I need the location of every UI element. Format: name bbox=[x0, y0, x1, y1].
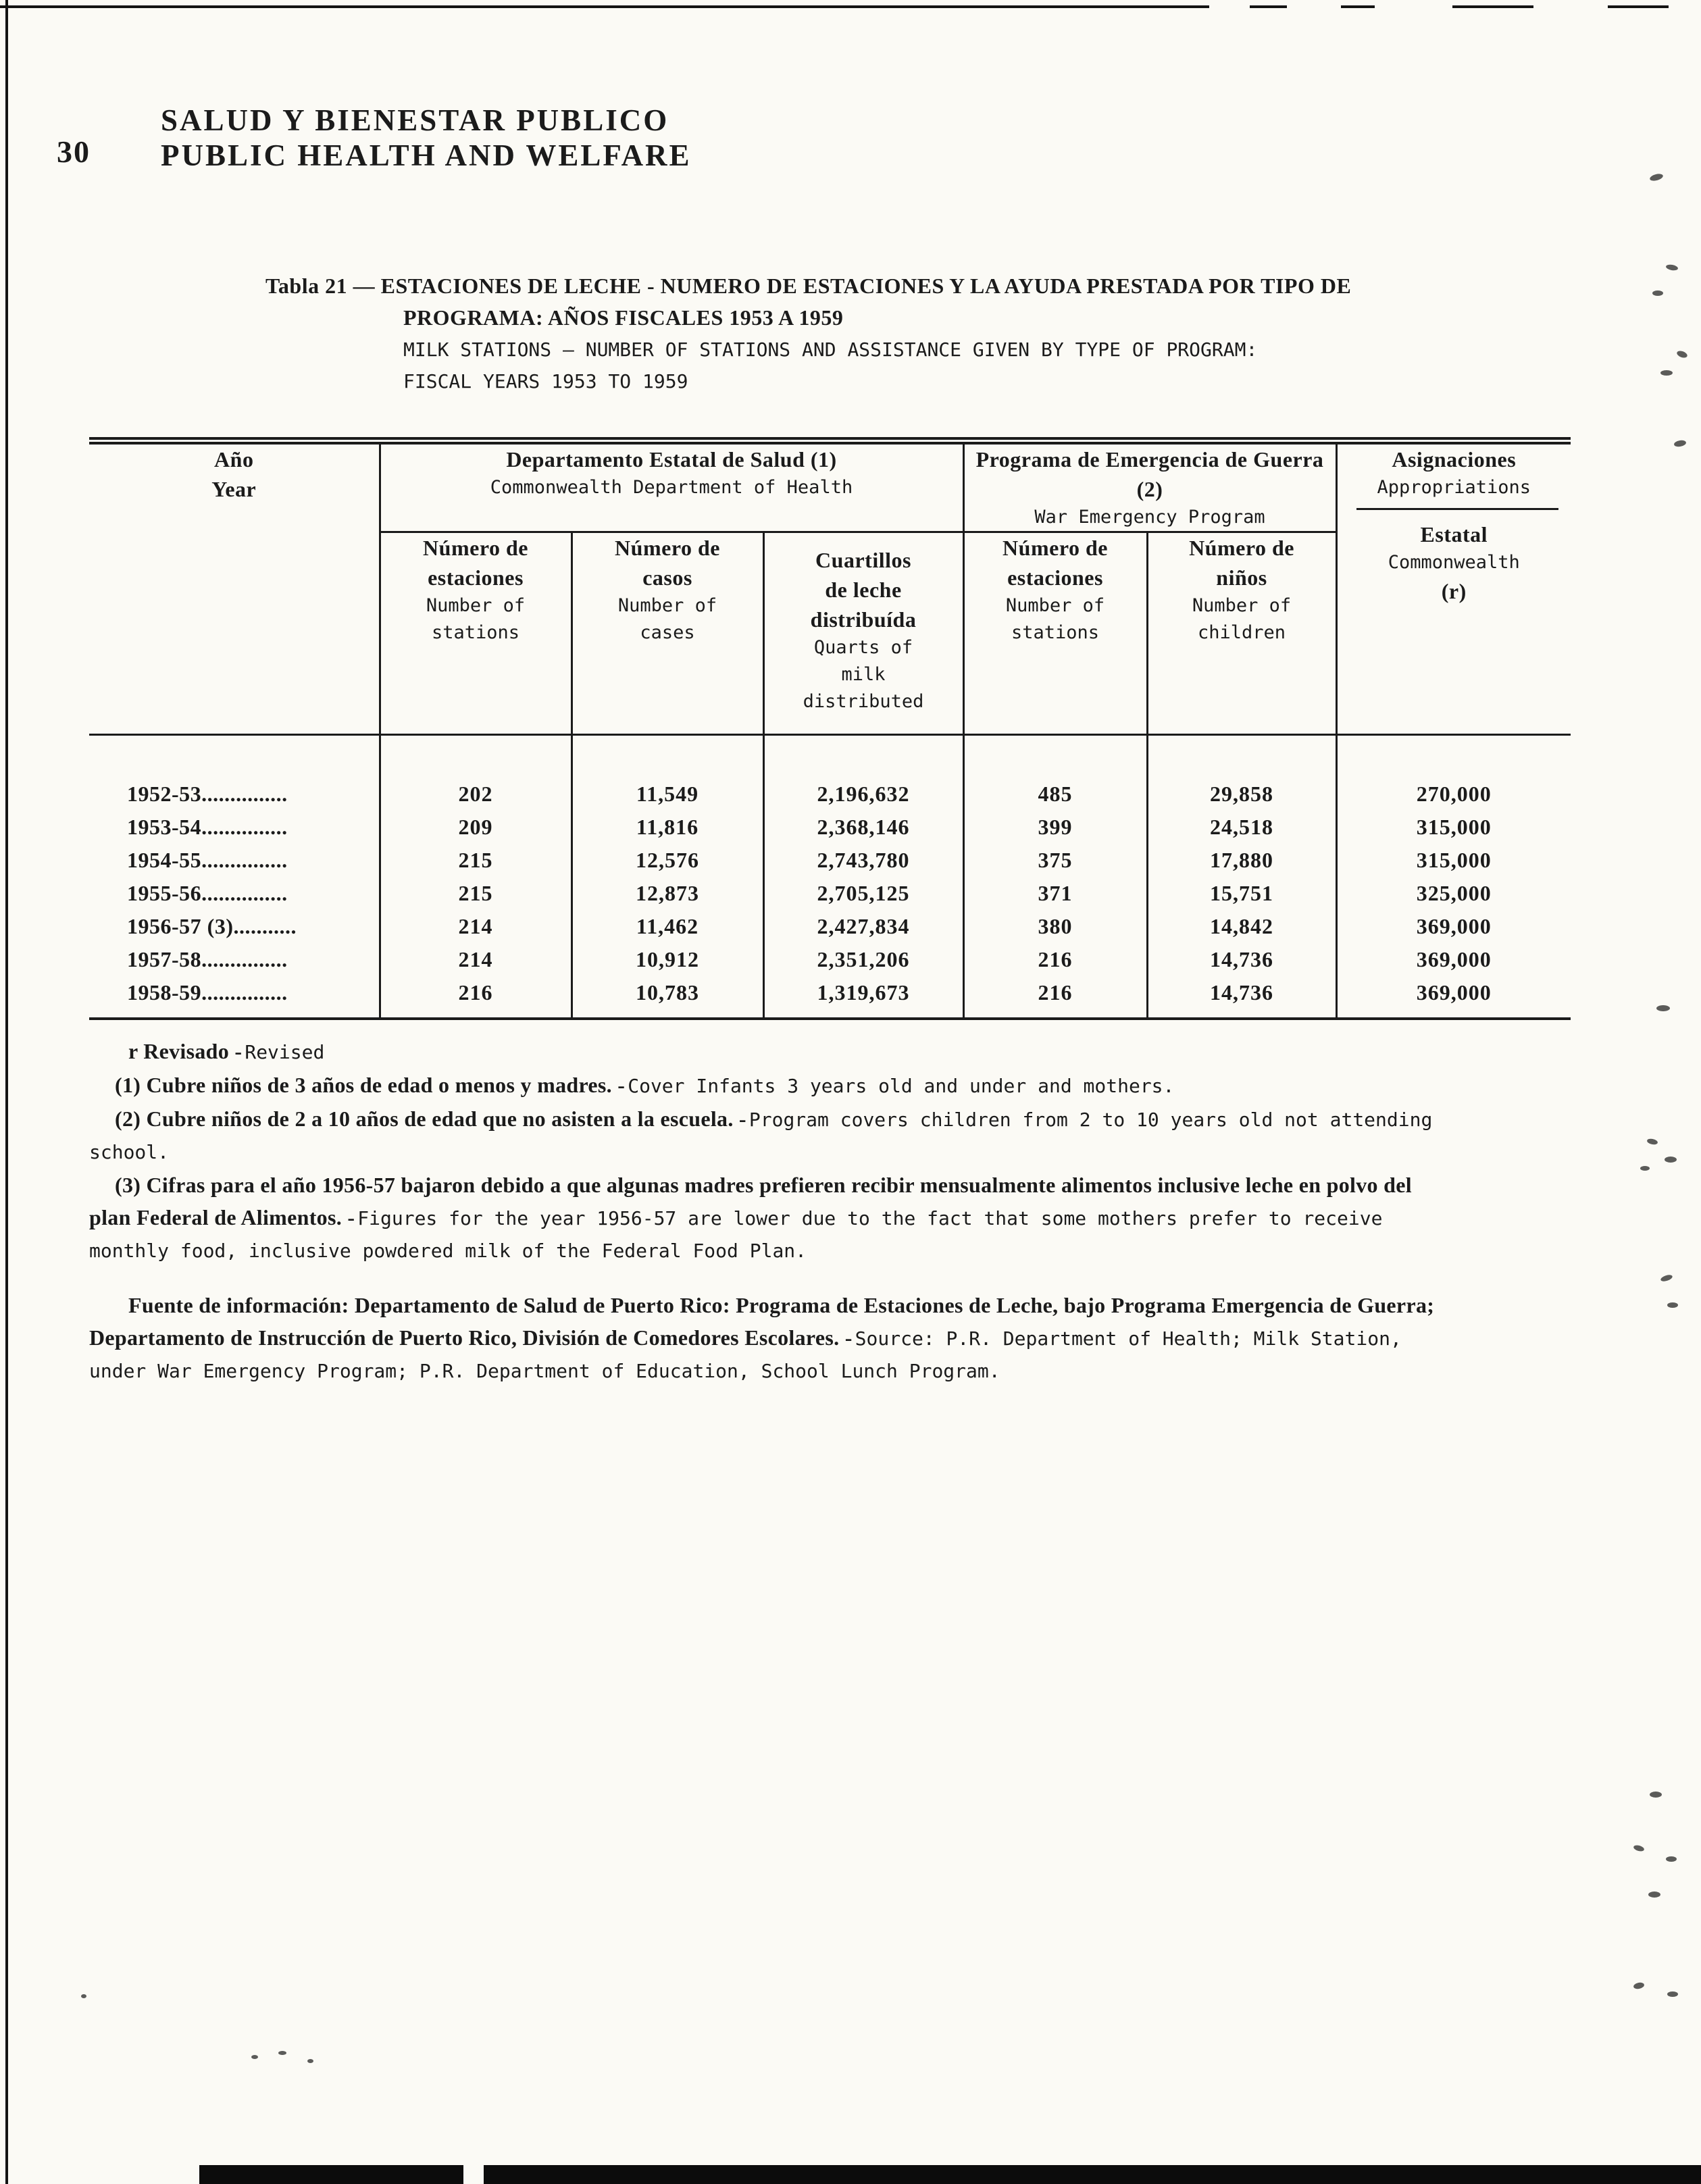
footnote-1 bbox=[89, 1069, 1435, 1102]
footnote-3-en: Figures for the year 1956-57 are lower due to the fact that some mothers prefer to receive monthly food, inclusive powdered milk of the Federal Food Plan. bbox=[89, 1207, 1383, 1262]
scan-artifact bbox=[1452, 5, 1533, 8]
col-header-quarts bbox=[763, 532, 963, 735]
value-cell: 12,576 bbox=[572, 844, 763, 877]
colhead-text: stations bbox=[1011, 622, 1100, 643]
col-header-stations-1 bbox=[380, 532, 572, 735]
table-row bbox=[89, 811, 1571, 844]
colhead-text: niños bbox=[1216, 565, 1267, 590]
masthead bbox=[161, 103, 692, 173]
table-title-en2: FISCAL YEARS 1953 TO 1959 bbox=[403, 370, 688, 392]
colhead-text: Cuartillos bbox=[815, 548, 911, 572]
colhead-text: milk bbox=[841, 664, 886, 685]
value-cell: 11,549 bbox=[572, 735, 763, 811]
colhead-text: Número de bbox=[615, 536, 720, 560]
scan-artifact bbox=[81, 1994, 86, 1998]
value-cell: 1,319,673 bbox=[763, 976, 963, 1019]
appropriations-es: Asignaciones bbox=[1392, 447, 1517, 472]
value-cell: 315,000 bbox=[1416, 815, 1492, 839]
value-cell: 29,858 bbox=[1147, 735, 1336, 811]
value-cell: 12,873 bbox=[572, 877, 763, 910]
table-title-es2: PROGRAMA: AÑOS FISCALES 1953 A 1959 bbox=[403, 305, 844, 330]
value-cell: 209 bbox=[380, 811, 572, 844]
scan-artifact bbox=[1648, 1891, 1660, 1898]
value-cell: 216 bbox=[963, 976, 1147, 1019]
scan-artifact bbox=[1640, 1166, 1650, 1171]
value-cell: 10,783 bbox=[572, 976, 763, 1019]
footnotes bbox=[89, 1035, 1435, 1388]
year-label-en: Year bbox=[211, 477, 257, 501]
colhead-text: casos bbox=[642, 565, 692, 590]
table-title-es1: ESTACIONES DE LECHE - NUMERO DE ESTACIONES Y LA AYUDA PRESTADA POR TIPO DE bbox=[380, 274, 1352, 298]
value-cell: 215 bbox=[380, 877, 572, 910]
table-title-prefix: Tabla 21 — bbox=[265, 274, 376, 298]
value-cell: 2,351,206 bbox=[763, 943, 963, 976]
footnote-2-en: Program covers children from 2 to 10 years old not attending school. bbox=[89, 1109, 1433, 1163]
colhead-text: distribuída bbox=[810, 607, 917, 632]
colhead-text: children bbox=[1197, 622, 1286, 643]
scan-artifact bbox=[1665, 263, 1678, 271]
col-header-children bbox=[1147, 532, 1336, 735]
masthead-title-en: PUBLIC HEALTH AND WELFARE bbox=[161, 138, 692, 172]
scan-artifact bbox=[1250, 5, 1287, 8]
year-cell: 1953-54............... bbox=[89, 811, 380, 844]
colhead-text: Número de bbox=[1189, 536, 1294, 560]
colhead-text: estaciones bbox=[1007, 565, 1103, 590]
year-cell: 1956-57 (3)........... bbox=[89, 910, 380, 943]
group2-en: War Emergency Program bbox=[1034, 507, 1265, 528]
value-cell: 375 bbox=[963, 844, 1147, 877]
colhead-text: estaciones bbox=[428, 565, 524, 590]
scan-artifact bbox=[199, 2165, 1701, 2184]
colhead-text: stations bbox=[431, 622, 520, 643]
value-cell: 215 bbox=[380, 844, 572, 877]
value-cell: 369,000 bbox=[1416, 947, 1492, 971]
source-block bbox=[89, 1289, 1435, 1388]
footnote-revised bbox=[89, 1035, 1435, 1069]
colhead-text: Number of bbox=[1005, 595, 1105, 616]
scan-artifact bbox=[1660, 370, 1673, 376]
table-row bbox=[89, 976, 1571, 1019]
scan-artifact bbox=[1633, 1981, 1645, 1989]
value-cell: 15,751 bbox=[1147, 877, 1336, 910]
value-cell: 14,842 bbox=[1147, 910, 1336, 943]
scan-artifact bbox=[1608, 5, 1669, 8]
value-cell: 17,880 bbox=[1147, 844, 1336, 877]
scan-artifact bbox=[1666, 1856, 1677, 1862]
value-cell: 216 bbox=[380, 976, 572, 1019]
value-cell: 325,000 bbox=[1416, 881, 1492, 905]
scan-artifact bbox=[0, 5, 1209, 8]
milk-stations-table bbox=[89, 437, 1571, 1020]
scan-artifact bbox=[1341, 5, 1375, 8]
footnote-3 bbox=[89, 1169, 1435, 1267]
table-title-line1 bbox=[265, 270, 1549, 302]
appropriations-sub-es: Estatal bbox=[1420, 522, 1488, 547]
appropriations-divider bbox=[1356, 508, 1559, 510]
source-en: Source: P.R. Department of Health; Milk Station, under War Emergency Program; P.R. Department of Education, School Lunch Program. bbox=[89, 1327, 1402, 1382]
value-cell: 369,000 bbox=[1416, 914, 1492, 938]
value-cell: 2,196,632 bbox=[763, 735, 963, 811]
value-cell: 11,462 bbox=[572, 910, 763, 943]
value-cell: 2,427,834 bbox=[763, 910, 963, 943]
scan-artifact bbox=[1652, 290, 1663, 296]
value-cell: 315,000 bbox=[1416, 848, 1492, 872]
value-cell: 369,000 bbox=[1336, 976, 1571, 1019]
group2-es: Programa de Emergencia de Guerra (2) bbox=[975, 447, 1324, 501]
scan-artifact bbox=[1656, 1005, 1670, 1011]
colhead-text: de leche bbox=[825, 578, 902, 602]
value-cell: 380 bbox=[963, 910, 1147, 943]
appropriations-en: Appropriations bbox=[1377, 477, 1531, 498]
group1-es: Departamento Estatal de Salud (1) bbox=[506, 447, 837, 472]
year-label-es: Año bbox=[214, 447, 254, 472]
scan-artifact bbox=[1676, 350, 1688, 359]
table-row bbox=[89, 844, 1571, 877]
source-paragraph bbox=[89, 1289, 1435, 1388]
value-cell: 202 bbox=[380, 735, 572, 811]
colhead-text: Quarts of bbox=[813, 637, 913, 658]
table-title bbox=[265, 270, 1549, 397]
scan-artifact bbox=[1665, 1157, 1677, 1163]
value-cell: 270,000 bbox=[1416, 782, 1492, 806]
footnote-revised-es: r Revisado - bbox=[128, 1039, 243, 1063]
value-cell: 14,736 bbox=[1147, 976, 1336, 1019]
year-cell: 1954-55............... bbox=[89, 844, 380, 877]
masthead-title-es: SALUD Y BIENESTAR PUBLICO bbox=[161, 103, 669, 137]
table-row bbox=[89, 735, 1571, 811]
group-header-health-dept bbox=[380, 441, 963, 532]
scan-artifact bbox=[1650, 1792, 1662, 1798]
appropriations-sub-en: Commonwealth bbox=[1388, 552, 1520, 573]
colhead-text: distributed bbox=[803, 691, 924, 712]
colhead-text: Número de bbox=[423, 536, 528, 560]
value-cell: 485 bbox=[963, 735, 1147, 811]
scan-artifact bbox=[463, 2165, 484, 2184]
scan-artifact bbox=[307, 2059, 313, 2063]
source-es: Fuente de información: Departamento de Salud de Puerto Rico: Programa de Estaciones de Leche, bajo Programa Emergencia de Guerra; Departamento de Instrucción de Puerto Rico, División de Comedores Escolares. - bbox=[89, 1293, 1435, 1350]
scan-artifact bbox=[1667, 1302, 1678, 1308]
table-title-en1: MILK STATIONS — NUMBER OF STATIONS AND ASSISTANCE GIVEN BY TYPE OF PROGRAM: bbox=[403, 338, 1258, 361]
page-number: 30 bbox=[57, 134, 91, 169]
scan-artifact bbox=[1673, 440, 1686, 448]
scan-artifact bbox=[1660, 1273, 1673, 1282]
footnote-2 bbox=[89, 1102, 1435, 1169]
appropriations-column-header bbox=[1336, 441, 1571, 735]
col-header-stations-2 bbox=[963, 532, 1147, 735]
colhead-text: cases bbox=[640, 622, 695, 643]
value-cell: 24,518 bbox=[1147, 811, 1336, 844]
year-cell: 1957-58............... bbox=[89, 943, 380, 976]
col-header-cases bbox=[572, 532, 763, 735]
value-cell: 2,743,780 bbox=[763, 844, 963, 877]
group-header-war-emergency bbox=[963, 441, 1336, 532]
footnote-revised-en: Revised bbox=[245, 1041, 325, 1063]
scan-artifact bbox=[1649, 173, 1664, 182]
scan-artifact bbox=[1646, 1138, 1658, 1145]
value-cell: 216 bbox=[963, 943, 1147, 976]
value-cell: 2,705,125 bbox=[763, 877, 963, 910]
colhead-text: Number of bbox=[426, 595, 526, 616]
colhead-text: Número de bbox=[1002, 536, 1108, 560]
value-cell: 10,912 bbox=[572, 943, 763, 976]
footnote-3-es: (3) Cifras para el año 1956-57 bajaron debido a que algunas madres prefieren recibir mensualmente alimentos inclusive leche en polvo del plan Federal de Alimentos. - bbox=[89, 1173, 1412, 1229]
table-row bbox=[89, 877, 1571, 910]
footnote-2-es: (2) Cubre niños de 2 a 10 años de edad que no asisten a la escuela. - bbox=[115, 1107, 746, 1131]
value-cell: 371 bbox=[963, 877, 1147, 910]
year-cell: 1958-59............... bbox=[89, 976, 380, 1019]
table-row bbox=[89, 910, 1571, 943]
footnote-1-es: (1) Cubre niños de 3 años de edad o menos y madres. - bbox=[115, 1073, 626, 1097]
value-cell: 214 bbox=[380, 943, 572, 976]
group1-en: Commonwealth Department of Health bbox=[490, 477, 853, 498]
year-cell: 1952-53............... bbox=[89, 735, 380, 811]
scan-artifact bbox=[5, 0, 8, 2184]
scan-artifact bbox=[278, 2051, 286, 2055]
appropriations-note: (r) bbox=[1441, 579, 1467, 603]
value-cell: 11,816 bbox=[572, 811, 763, 844]
value-cell: 14,736 bbox=[1147, 943, 1336, 976]
year-column-header bbox=[89, 441, 380, 735]
colhead-text: Number of bbox=[1192, 595, 1292, 616]
value-cell: 2,368,146 bbox=[763, 811, 963, 844]
table-row bbox=[89, 943, 1571, 976]
scan-artifact bbox=[1667, 1991, 1678, 1997]
year-cell: 1955-56............... bbox=[89, 877, 380, 910]
group-header-row bbox=[89, 441, 1571, 532]
scan-artifact bbox=[1633, 1844, 1645, 1852]
footnote-1-en: Cover Infants 3 years old and under and mothers. bbox=[628, 1075, 1175, 1097]
scan-artifact bbox=[251, 2055, 258, 2059]
value-cell: 214 bbox=[380, 910, 572, 943]
value-cell: 399 bbox=[963, 811, 1147, 844]
colhead-text: Number of bbox=[617, 595, 717, 616]
